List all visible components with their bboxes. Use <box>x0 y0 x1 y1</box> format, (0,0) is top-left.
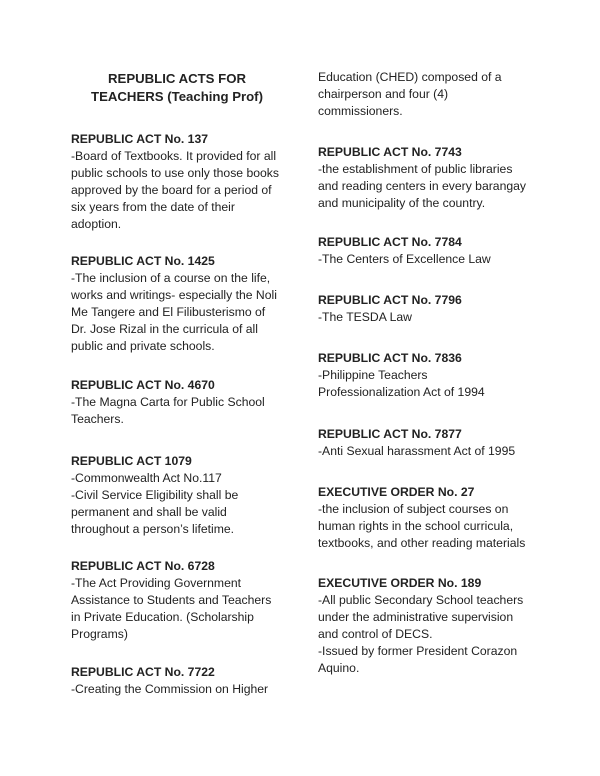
entry-line: -All public Secondary School teachers <box>318 593 524 607</box>
entry-line: Dr. Jose Rizal in the curricula of all <box>71 322 258 336</box>
entry-line: -The Magna Carta for Public School <box>71 395 265 409</box>
entry-eo-189 <box>318 575 540 677</box>
entry-line: Teachers. <box>71 412 124 426</box>
entry-heading: REPUBLIC ACT No. 7722 <box>71 665 215 679</box>
entry-line: -The TESDA Law <box>318 310 412 324</box>
title-line: TEACHERS (Teaching Prof) <box>91 89 263 104</box>
entry-ra-7722-continued <box>318 69 540 120</box>
entry-line: -the inclusion of subject courses on <box>318 502 509 516</box>
entry-line: -Commonwealth Act No.117 <box>71 471 222 485</box>
entry-line: -the establishment of public libraries <box>318 162 513 176</box>
entry-line: Programs) <box>71 627 128 641</box>
entry-line: human rights in the school curricula, <box>318 519 514 533</box>
entry-ra-7796 <box>318 292 540 326</box>
entry-line: Professionalization Act of 1994 <box>318 385 485 399</box>
entry-line: adoption. <box>71 217 122 231</box>
entry-ra-7784 <box>318 234 540 268</box>
entry-heading: REPUBLIC ACT No. 7796 <box>318 293 462 307</box>
entry-line: -Creating the Commission on Higher <box>71 682 269 696</box>
entry-line: -Philippine Teachers <box>318 368 428 382</box>
entry-ra-137 <box>71 131 293 233</box>
entry-ra-6728 <box>71 558 293 643</box>
entry-line: approved by the board for a period of <box>71 183 272 197</box>
entry-line: Aquino. <box>318 661 360 675</box>
entry-line: -Issued by former President Corazon <box>318 644 518 658</box>
entry-eo-27 <box>318 484 540 552</box>
entry-heading: REPUBLIC ACT No. 7836 <box>318 351 462 365</box>
entry-line: -The Act Providing Government <box>71 576 242 590</box>
entry-heading: REPUBLIC ACT No. 4670 <box>71 378 215 392</box>
entry-line: -Anti Sexual harassment Act of 1995 <box>318 444 516 458</box>
entry-line: chairperson and four (4) <box>318 87 449 101</box>
entry-line: -The Centers of Excellence Law <box>318 252 491 266</box>
entry-line: in Private Education. (Scholarship <box>71 610 254 624</box>
entry-ra-7836 <box>318 350 540 401</box>
entry-line: and reading centers in every barangay <box>318 179 526 193</box>
entry-heading: REPUBLIC ACT No. 7877 <box>318 427 462 441</box>
entry-ra-7722 <box>71 664 293 698</box>
entry-line: and municipality of the country. <box>318 196 486 210</box>
entry-line: Assistance to Students and Teachers <box>71 593 272 607</box>
entry-heading: EXECUTIVE ORDER No. 27 <box>318 485 475 499</box>
entry-heading: REPUBLIC ACT No. 6728 <box>71 559 215 573</box>
entry-heading: EXECUTIVE ORDER No. 189 <box>318 576 482 590</box>
entry-heading: REPUBLIC ACT 1079 <box>71 454 192 468</box>
entry-heading: REPUBLIC ACT No. 7784 <box>318 235 462 249</box>
page-title <box>71 70 283 106</box>
entry-line: Education (CHED) composed of a <box>318 70 502 84</box>
entry-ra-7877 <box>318 426 540 460</box>
entry-line: Me Tangere and El Filibusterismo of <box>71 305 266 319</box>
entry-line: -Board of Textbooks. It provided for all <box>71 149 277 163</box>
entry-ra-7743 <box>318 144 540 212</box>
entry-line: six years from the date of their <box>71 200 235 214</box>
entry-heading: REPUBLIC ACT No. 1425 <box>71 254 215 268</box>
entry-line: throughout a person’s lifetime. <box>71 522 235 536</box>
entry-heading: REPUBLIC ACT No. 7743 <box>318 145 462 159</box>
entry-line: public schools to use only those books <box>71 166 279 180</box>
entry-line: textbooks, and other reading materials <box>318 536 526 550</box>
entry-ra-1425 <box>71 253 293 355</box>
entry-line: commissioners. <box>318 104 403 118</box>
entry-ra-4670 <box>71 377 293 428</box>
entry-ra-1079 <box>71 453 293 538</box>
entry-line: public and private schools. <box>71 339 215 353</box>
entry-line: permanent and shall be valid <box>71 505 227 519</box>
entry-line: -Civil Service Eligibility shall be <box>71 488 239 502</box>
entry-heading: REPUBLIC ACT No. 137 <box>71 132 209 146</box>
title-line: REPUBLIC ACTS FOR <box>108 71 246 86</box>
entry-line: and control of DECS. <box>318 627 433 641</box>
entry-line: works and writings- especially the Noli <box>71 288 277 302</box>
entry-line: under the administrative supervision <box>318 610 514 624</box>
entry-line: -The inclusion of a course on the life, <box>71 271 271 285</box>
